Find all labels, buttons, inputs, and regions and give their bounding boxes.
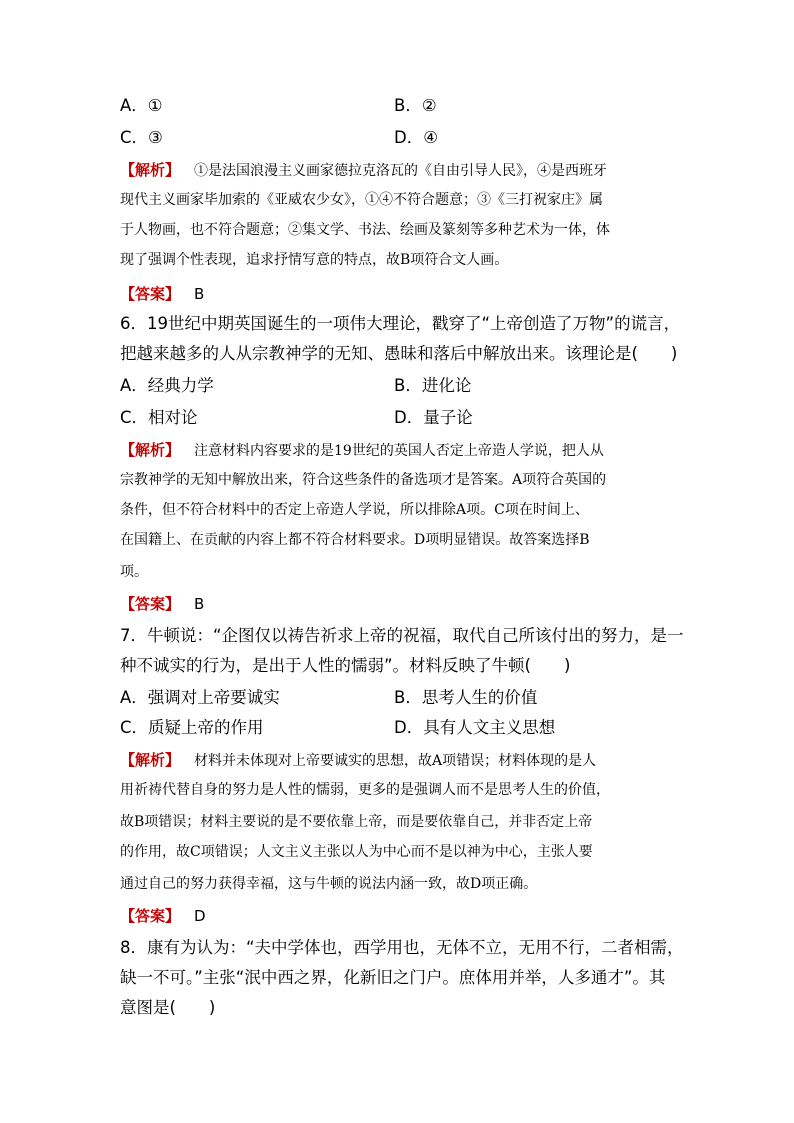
analysis-text: 注意材料内容要求的是19世纪的英国人否定上帝造人学说，把人从 xyxy=(194,443,604,459)
q6-stem-line-2: 把越来越多的人从宗教神学的无知、愚昧和落后中解放出来。该理论是( ) xyxy=(120,344,678,363)
q7-answer xyxy=(120,906,206,926)
q6-analysis-line-2: 宗教神学的无知中解放出来，符合这些条件的备选项才是答案。A项符合英国的 xyxy=(120,472,607,488)
answer-value: B xyxy=(194,595,205,613)
q6-option-c: C．相对论 xyxy=(120,408,198,427)
q5-analysis-line-3: 于人物画，也不符合题意；②集文学、书法、绘画及篆刻等多种艺术为一体，体 xyxy=(120,222,610,238)
q7-analysis-line-4: 的作用，故C项错误；人文主义主张以人为中心而不是以神为中心，主张人要 xyxy=(120,844,593,860)
q7-option-c: C．质疑上帝的作用 xyxy=(120,718,264,737)
answer-value: B xyxy=(194,285,205,303)
q6-analysis-line-4: 在国籍上、在贡献的内容上都不符合材料要求。D项明显错误。故答案选择B xyxy=(120,532,590,548)
q7-option-b: B．思考人生的价值 xyxy=(394,688,538,707)
q7-option-d: D．具有人文主义思想 xyxy=(394,718,556,737)
q7-analysis-line-2: 用祈祷代替自身的努力是人性的懦弱，更多的是强调人而不是思考人生的价值， xyxy=(120,782,610,798)
answer-value: D xyxy=(194,907,206,925)
q7-analysis-line-1 xyxy=(120,750,596,771)
q5-option-b: B．② xyxy=(394,96,437,115)
q6-answer xyxy=(120,594,204,614)
q6-option-d: D．量子论 xyxy=(394,408,473,427)
answer-tag: 【答案】 xyxy=(120,907,181,925)
q6-option-a: A．经典力学 xyxy=(120,376,214,395)
q5-answer xyxy=(120,284,204,304)
analysis-tag: 【解析】 xyxy=(120,441,181,459)
q5-analysis-line-1 xyxy=(120,160,607,181)
analysis-tag: 【解析】 xyxy=(120,751,181,769)
answer-tag: 【答案】 xyxy=(120,595,181,613)
q7-option-a: A．强调对上帝要诚实 xyxy=(120,688,280,707)
q8-stem-line-3: 意图是( ) xyxy=(120,998,216,1017)
q7-analysis-line-3: 故B项错误；材料主要说的是不要依靠上帝，而是要依靠自己，并非否定上帝 xyxy=(120,814,593,830)
analysis-tag: 【解析】 xyxy=(120,161,181,179)
q6-stem-line-1: 6．19世纪中期英国诞生的一项伟大理论，戳穿了“上帝创造了万物”的谎言， xyxy=(120,314,681,333)
q5-analysis-line-2: 现代主义画家毕加索的《亚威农少女》，①④不符合题意；③《三打祝家庄》属 xyxy=(120,192,603,208)
q6-analysis-line-1 xyxy=(120,440,604,461)
q5-analysis-line-4: 现了强调个性表现，追求抒情写意的特点，故B项符合文人画。 xyxy=(120,252,509,268)
q8-stem-line-1: 8．康有为认为：“夫中学体也，西学用也，无体不立，无用不行，二者相需， xyxy=(120,938,684,957)
q6-analysis-line-5: 项。 xyxy=(120,564,148,580)
q7-analysis-line-5: 通过自己的努力获得幸福，这与牛顿的说法内涵一致，故D项正确。 xyxy=(120,876,538,892)
q7-stem-line-2: 种不诚实的行为，是出于人性的懦弱”。材料反映了牛顿( ) xyxy=(120,656,571,675)
analysis-text: ①是法国浪漫主义画家德拉克洛瓦的《自由引导人民》，④是西班牙 xyxy=(194,163,608,179)
q7-stem-line-1: 7．牛顿说：“企图仅以祷告祈求上帝的祝福，取代自己所该付出的努力，是一 xyxy=(120,626,684,645)
q6-analysis-line-3: 条件，但不符合材料中的否定上帝造人学说，所以排除A项。C项在时间上、 xyxy=(120,502,589,518)
q8-stem-line-2: 缺一不可。”主张“泯中西之界，化新旧之门户。庶体用并举，人多通才”。其 xyxy=(120,968,666,987)
analysis-text: 材料并未体现对上帝要诚实的思想，故A项错误；材料体现的是人 xyxy=(194,753,597,769)
q5-option-d: D．④ xyxy=(394,128,438,147)
q5-option-c: C．③ xyxy=(120,128,163,147)
q5-option-a: A．① xyxy=(120,96,163,115)
q6-option-b: B．进化论 xyxy=(394,376,472,395)
answer-tag: 【答案】 xyxy=(120,285,181,303)
